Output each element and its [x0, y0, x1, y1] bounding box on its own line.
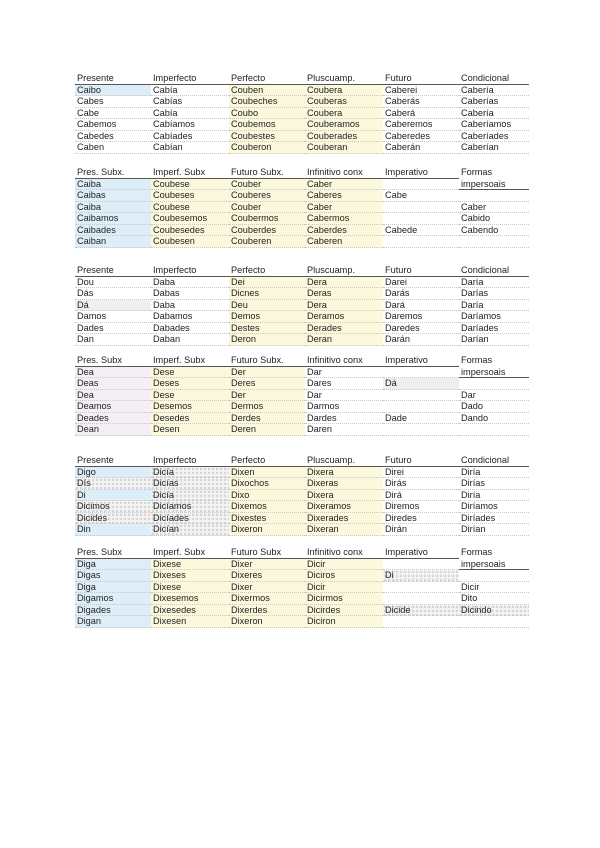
table-cell: Daría	[459, 277, 529, 289]
table-cell: Dicíades	[151, 513, 229, 525]
table-cell: Dar	[305, 367, 383, 379]
table-cell: Dese	[151, 390, 229, 402]
table-cell	[383, 179, 459, 191]
table-cell: Dea	[75, 367, 151, 379]
table-cell: Digo	[75, 467, 151, 479]
column-header: Pres. Subx	[75, 547, 151, 559]
table-cell: Dera	[305, 277, 383, 289]
table-cell: Dixemos	[229, 501, 305, 513]
table-cell: Dar	[459, 390, 529, 402]
table-cell: Direi	[383, 467, 459, 479]
table-cell: Caberedes	[383, 131, 459, 143]
table-cell: Caibo	[75, 85, 151, 97]
table-cell: Derdes	[229, 413, 305, 425]
table-cell: Derades	[305, 323, 383, 335]
dicir-subjunctive-table	[75, 547, 529, 628]
table-cell: Dicirdes	[305, 605, 383, 617]
table-cell: Caberdes	[305, 225, 383, 237]
table-cell: Dá	[75, 300, 151, 312]
table-cell: Dixera	[305, 490, 383, 502]
table-cell: Caberíamos	[459, 119, 529, 131]
table-cell: Dicimos	[75, 501, 151, 513]
table-cell: Dixeras	[305, 478, 383, 490]
table-cell: Dixesedes	[151, 605, 229, 617]
column-header: Futuro	[383, 73, 459, 85]
table-cell: Caiban	[75, 236, 151, 248]
dar-subjunctive-table	[75, 355, 529, 436]
table-cell: Dicir	[305, 582, 383, 594]
table-cell: Coubera	[305, 85, 383, 97]
table-cell: Cabermos	[305, 213, 383, 225]
table-cell: Cabede	[383, 225, 459, 237]
table-cell: impersoais	[459, 367, 529, 379]
column-header: Condicional	[459, 455, 529, 467]
table-cell: Dese	[151, 367, 229, 379]
table-cell: Deamos	[75, 401, 151, 413]
column-header: Pres. Subx	[75, 355, 151, 367]
table-cell: Cabían	[151, 142, 229, 154]
table-cell: Desemos	[151, 401, 229, 413]
table-cell	[383, 213, 459, 225]
table-cell: Diciron	[305, 616, 383, 628]
table-cell	[383, 559, 459, 571]
table-cell: Deu	[229, 300, 305, 312]
table-cell: Dirás	[383, 478, 459, 490]
table-cell: Couberas	[305, 96, 383, 108]
table-cell: Caber	[459, 202, 529, 214]
table-cell: Dás	[75, 288, 151, 300]
table-cell: Deren	[229, 424, 305, 436]
table-cell: Dixeran	[305, 524, 383, 536]
table-cell: Dirías	[459, 478, 529, 490]
table-cell: Deres	[229, 378, 305, 390]
table-cell: Diría	[459, 490, 529, 502]
table-cell: Dixen	[229, 467, 305, 479]
table-cell: Demos	[229, 311, 305, 323]
table-cell: Dea	[75, 390, 151, 402]
table-cell: Coubestes	[229, 131, 305, 143]
caber-indicative-table	[75, 73, 529, 154]
table-cell: Dabamos	[151, 311, 229, 323]
column-header: Imperfecto	[151, 73, 229, 85]
table-cell: Damos	[75, 311, 151, 323]
table-cell: Cabe	[383, 190, 459, 202]
table-cell: Caber	[305, 179, 383, 191]
table-cell: Dixera	[305, 467, 383, 479]
table-cell: Coubesemos	[151, 213, 229, 225]
table-cell: Cabedes	[75, 131, 151, 143]
table-cell: Caberemos	[383, 119, 459, 131]
table-cell: Caberás	[383, 96, 459, 108]
table-cell: Dicía	[151, 467, 229, 479]
table-cell: Couber	[229, 179, 305, 191]
table-cell: Caberíades	[459, 131, 529, 143]
table-cell: Caber	[305, 202, 383, 214]
table-cell: Di	[75, 490, 151, 502]
dar-indicative-table	[75, 265, 529, 346]
table-cell: Dicíamos	[151, 501, 229, 513]
table-cell: Der	[229, 390, 305, 402]
table-cell: Coubese	[151, 179, 229, 191]
table-cell: Cabía	[151, 85, 229, 97]
table-cell: Dixochos	[229, 478, 305, 490]
table-cell: Diredes	[383, 513, 459, 525]
table-cell: Couberen	[229, 236, 305, 248]
table-cell: Caben	[75, 142, 151, 154]
table-cell: Caberes	[305, 190, 383, 202]
table-cell: Caberen	[305, 236, 383, 248]
table-cell: Desedes	[151, 413, 229, 425]
table-cell: Deran	[305, 334, 383, 346]
table-cell: Digan	[75, 616, 151, 628]
table-cell: Dixese	[151, 582, 229, 594]
table-cell: Couberes	[229, 190, 305, 202]
table-cell: Daríamos	[459, 311, 529, 323]
table-cell	[383, 401, 459, 413]
table-cell: Diría	[459, 467, 529, 479]
column-header: Perfecto	[229, 73, 305, 85]
table-cell: impersoais	[459, 559, 529, 571]
column-header: Imperf. Subx	[151, 167, 229, 179]
table-cell: Caberá	[383, 108, 459, 120]
table-cell: Dade	[383, 413, 459, 425]
table-cell: Dirían	[459, 524, 529, 536]
column-header: Infinitivo conx	[305, 167, 383, 179]
table-cell: Daredes	[383, 323, 459, 335]
table-cell: Dei	[229, 277, 305, 289]
column-header: Futuro	[383, 455, 459, 467]
column-header: Formas	[461, 167, 493, 177]
table-cell: Deron	[229, 334, 305, 346]
column-header: Presente	[75, 455, 151, 467]
table-cell: Couberdes	[229, 225, 305, 237]
table-cell	[459, 190, 529, 202]
table-cell: Cabería	[459, 108, 529, 120]
column-header: Futuro Subx.	[229, 167, 305, 179]
column-header: Infinitivo conx	[305, 355, 383, 367]
column-header: Pluscuamp.	[305, 455, 383, 467]
column-header: Condicional	[459, 265, 529, 277]
table-cell: Couber	[229, 202, 305, 214]
table-cell: Dares	[305, 378, 383, 390]
table-cell: Dixerades	[305, 513, 383, 525]
column-header: Imperfecto	[151, 455, 229, 467]
table-cell: Caberán	[383, 142, 459, 154]
table-cell: Cabendo	[459, 225, 529, 237]
table-cell: Darmos	[305, 401, 383, 413]
table-cell: Darías	[459, 288, 529, 300]
table-cell: Coubermos	[229, 213, 305, 225]
column-header: Pluscuamp.	[305, 265, 383, 277]
table-cell: Cabido	[459, 213, 529, 225]
table-cell: Daba	[151, 277, 229, 289]
table-cell: Dades	[75, 323, 151, 335]
table-cell: Dixestes	[229, 513, 305, 525]
table-cell: Deades	[75, 413, 151, 425]
table-cell	[383, 202, 459, 214]
table-cell: Coubera	[305, 108, 383, 120]
table-cell: Daría	[459, 300, 529, 312]
table-cell: Dicindo	[459, 605, 529, 617]
table-cell: Dicirmos	[305, 593, 383, 605]
table-cell: Dermos	[229, 401, 305, 413]
table-cell: Diremos	[383, 501, 459, 513]
table-cell: Diríamos	[459, 501, 529, 513]
table-cell: Dicir	[305, 559, 383, 571]
column-header: Infinitivo conx	[305, 547, 383, 559]
table-cell: Din	[75, 524, 151, 536]
table-cell: Dan	[75, 334, 151, 346]
column-header: Imperf. Subx	[151, 547, 229, 559]
table-cell: Dera	[305, 300, 383, 312]
table-cell: Dabades	[151, 323, 229, 335]
table-cell: Daríades	[459, 323, 529, 335]
table-cell: Caiba	[75, 202, 151, 214]
table-cell: Dirán	[383, 524, 459, 536]
table-cell	[383, 593, 459, 605]
table-cell: Dixerdes	[229, 605, 305, 617]
table-cell: Dará	[383, 300, 459, 312]
column-header: Formas	[461, 355, 493, 365]
caber-subjunctive-table	[75, 167, 529, 248]
table-cell: Darás	[383, 288, 459, 300]
table-cell	[459, 424, 529, 436]
table-cell	[383, 424, 459, 436]
table-cell: Daban	[151, 334, 229, 346]
table-cell: Darían	[459, 334, 529, 346]
table-cell: Dixese	[151, 559, 229, 571]
table-cell: Dixer	[229, 582, 305, 594]
table-cell: Dicir	[459, 582, 529, 594]
column-header: Imperfecto	[151, 265, 229, 277]
table-cell: Di	[383, 570, 459, 582]
table-cell: Dá	[383, 378, 459, 390]
table-cell: Diríades	[459, 513, 529, 525]
table-cell: Cabes	[75, 96, 151, 108]
table-cell: Dicnes	[229, 288, 305, 300]
table-cell: Deses	[151, 378, 229, 390]
table-cell: Dicían	[151, 524, 229, 536]
table-cell: Coubo	[229, 108, 305, 120]
column-header: Perfecto	[229, 455, 305, 467]
column-header: Formas	[461, 547, 493, 557]
table-cell: Desen	[151, 424, 229, 436]
table-cell: Cabería	[459, 85, 529, 97]
column-header: Futuro Subx.	[229, 355, 305, 367]
table-cell	[383, 616, 459, 628]
table-cell: Dou	[75, 277, 151, 289]
table-cell: Dixesen	[151, 616, 229, 628]
table-cell: Dixesemos	[151, 593, 229, 605]
table-cell	[383, 236, 459, 248]
table-cell: Dixermos	[229, 593, 305, 605]
table-cell: Couberades	[305, 131, 383, 143]
table-cell: Dís	[75, 478, 151, 490]
table-cell: Der	[229, 367, 305, 379]
table-cell: Digamos	[75, 593, 151, 605]
table-cell: Dixeron	[229, 524, 305, 536]
column-header: Imperf. Subx	[151, 355, 229, 367]
table-cell: Deramos	[305, 311, 383, 323]
table-cell: Dar	[305, 390, 383, 402]
table-cell: Cabíades	[151, 131, 229, 143]
table-cell: Digas	[75, 570, 151, 582]
table-cell: Caiba	[75, 179, 151, 191]
table-cell: Dean	[75, 424, 151, 436]
column-header: Perfecto	[229, 265, 305, 277]
table-cell: Dicide	[383, 605, 459, 617]
table-cell: Couben	[229, 85, 305, 97]
table-cell: Dando	[459, 413, 529, 425]
table-cell: Cabías	[151, 96, 229, 108]
table-cell: Coubeses	[151, 190, 229, 202]
table-cell: Couberan	[305, 142, 383, 154]
table-cell	[459, 378, 529, 390]
table-cell: Caibamos	[75, 213, 151, 225]
table-cell: impersoais	[459, 179, 529, 191]
table-cell: Dixeron	[229, 616, 305, 628]
table-cell: Coubeches	[229, 96, 305, 108]
table-cell: Caberei	[383, 85, 459, 97]
table-cell: Dixeres	[229, 570, 305, 582]
table-cell: Cabía	[151, 108, 229, 120]
table-cell: Coubese	[151, 202, 229, 214]
table-cell: Daba	[151, 300, 229, 312]
table-cell: Caberías	[459, 96, 529, 108]
table-cell: Diga	[75, 582, 151, 594]
table-cell: Coubesedes	[151, 225, 229, 237]
table-cell: Caibades	[75, 225, 151, 237]
table-cell: Coubesen	[151, 236, 229, 248]
table-cell: Dicía	[151, 490, 229, 502]
table-cell: Dixeses	[151, 570, 229, 582]
table-cell: Daren	[305, 424, 383, 436]
column-header: Imperativo	[383, 547, 459, 559]
table-cell: Coubemos	[229, 119, 305, 131]
table-cell: Dardes	[305, 413, 383, 425]
table-cell: Dabas	[151, 288, 229, 300]
table-cell	[459, 236, 529, 248]
table-cell: Dito	[459, 593, 529, 605]
table-cell: Dixeramos	[305, 501, 383, 513]
column-header: Imperativo	[383, 355, 459, 367]
column-header: Imperativo	[383, 167, 459, 179]
column-header: Futuro	[383, 265, 459, 277]
table-cell	[459, 570, 529, 582]
table-cell: Darei	[383, 277, 459, 289]
column-header: Pres. Subx.	[75, 167, 151, 179]
column-header: Presente	[75, 73, 151, 85]
table-cell: Couberon	[229, 142, 305, 154]
table-cell: Dirá	[383, 490, 459, 502]
table-cell	[383, 390, 459, 402]
table-cell	[383, 582, 459, 594]
column-header: Condicional	[459, 73, 529, 85]
column-header: Pluscuamp.	[305, 73, 383, 85]
table-cell: Deras	[305, 288, 383, 300]
table-cell: Caibas	[75, 190, 151, 202]
table-cell: Cabe	[75, 108, 151, 120]
table-cell: Destes	[229, 323, 305, 335]
table-cell: Darán	[383, 334, 459, 346]
table-cell: Cabíamos	[151, 119, 229, 131]
table-cell: Diciros	[305, 570, 383, 582]
table-cell: Dicías	[151, 478, 229, 490]
table-cell: Cabemos	[75, 119, 151, 131]
table-cell: Dixo	[229, 490, 305, 502]
table-cell: Caberían	[459, 142, 529, 154]
dicir-indicative-table	[75, 455, 529, 536]
table-cell: Digades	[75, 605, 151, 617]
column-header: Futuro Subx	[229, 547, 305, 559]
table-cell	[459, 616, 529, 628]
column-header: Presente	[75, 265, 151, 277]
table-cell	[383, 367, 459, 379]
table-cell: Couberamos	[305, 119, 383, 131]
table-cell: Daremos	[383, 311, 459, 323]
table-cell: Deas	[75, 378, 151, 390]
table-cell: Diga	[75, 559, 151, 571]
table-cell: Dicides	[75, 513, 151, 525]
table-cell: Dado	[459, 401, 529, 413]
table-cell: Dixer	[229, 559, 305, 571]
